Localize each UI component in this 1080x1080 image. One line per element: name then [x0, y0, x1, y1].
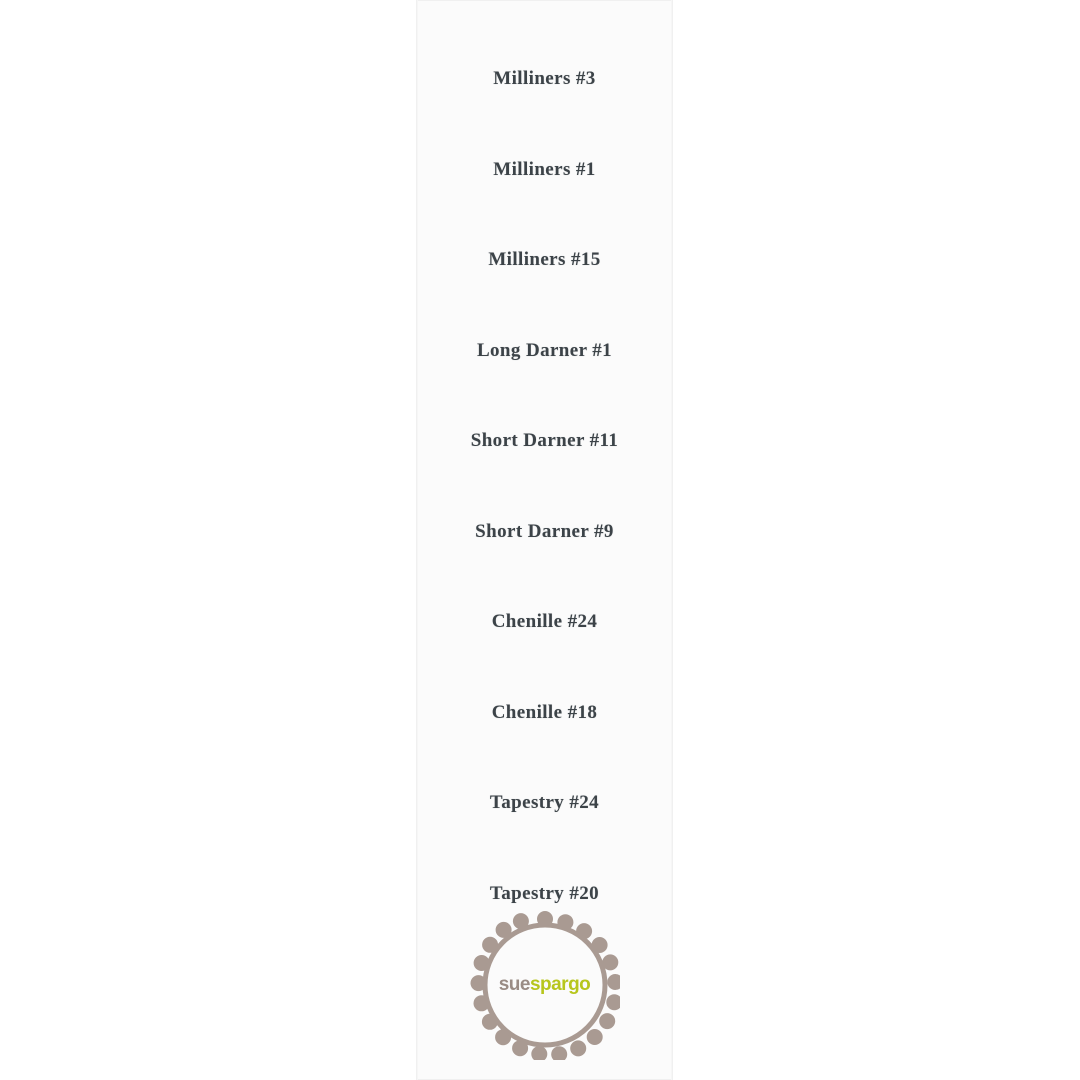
list-item [416, 758, 673, 849]
brand-logo [470, 910, 620, 1060]
needle-label: Tapestry #20 [489, 882, 600, 904]
needle-label: Milliners #15 [488, 249, 601, 271]
list-item [416, 487, 673, 578]
list-item [416, 215, 673, 306]
list-item [416, 125, 673, 216]
list-item [416, 34, 673, 125]
needle-label: Short Darner #9 [475, 520, 614, 542]
needle-label: Chenille #24 [491, 611, 598, 633]
brand-logo-text [470, 910, 620, 1060]
needle-size-list [416, 0, 673, 939]
needle-label: Short Darner #11 [470, 430, 619, 452]
list-item [416, 396, 673, 487]
needle-label: Tapestry #24 [489, 792, 600, 814]
list-item [416, 668, 673, 759]
list-item [416, 306, 673, 397]
needle-label: Chenille #18 [491, 701, 598, 723]
brand-name-secondary: spargo [529, 974, 591, 995]
needle-label: Long Darner #1 [476, 339, 613, 361]
brand-name-primary: sue [498, 974, 530, 995]
needle-label: Milliners #3 [493, 68, 596, 90]
needle-label-strip [416, 0, 673, 1080]
list-item [416, 577, 673, 668]
needle-label: Milliners #1 [493, 158, 596, 180]
